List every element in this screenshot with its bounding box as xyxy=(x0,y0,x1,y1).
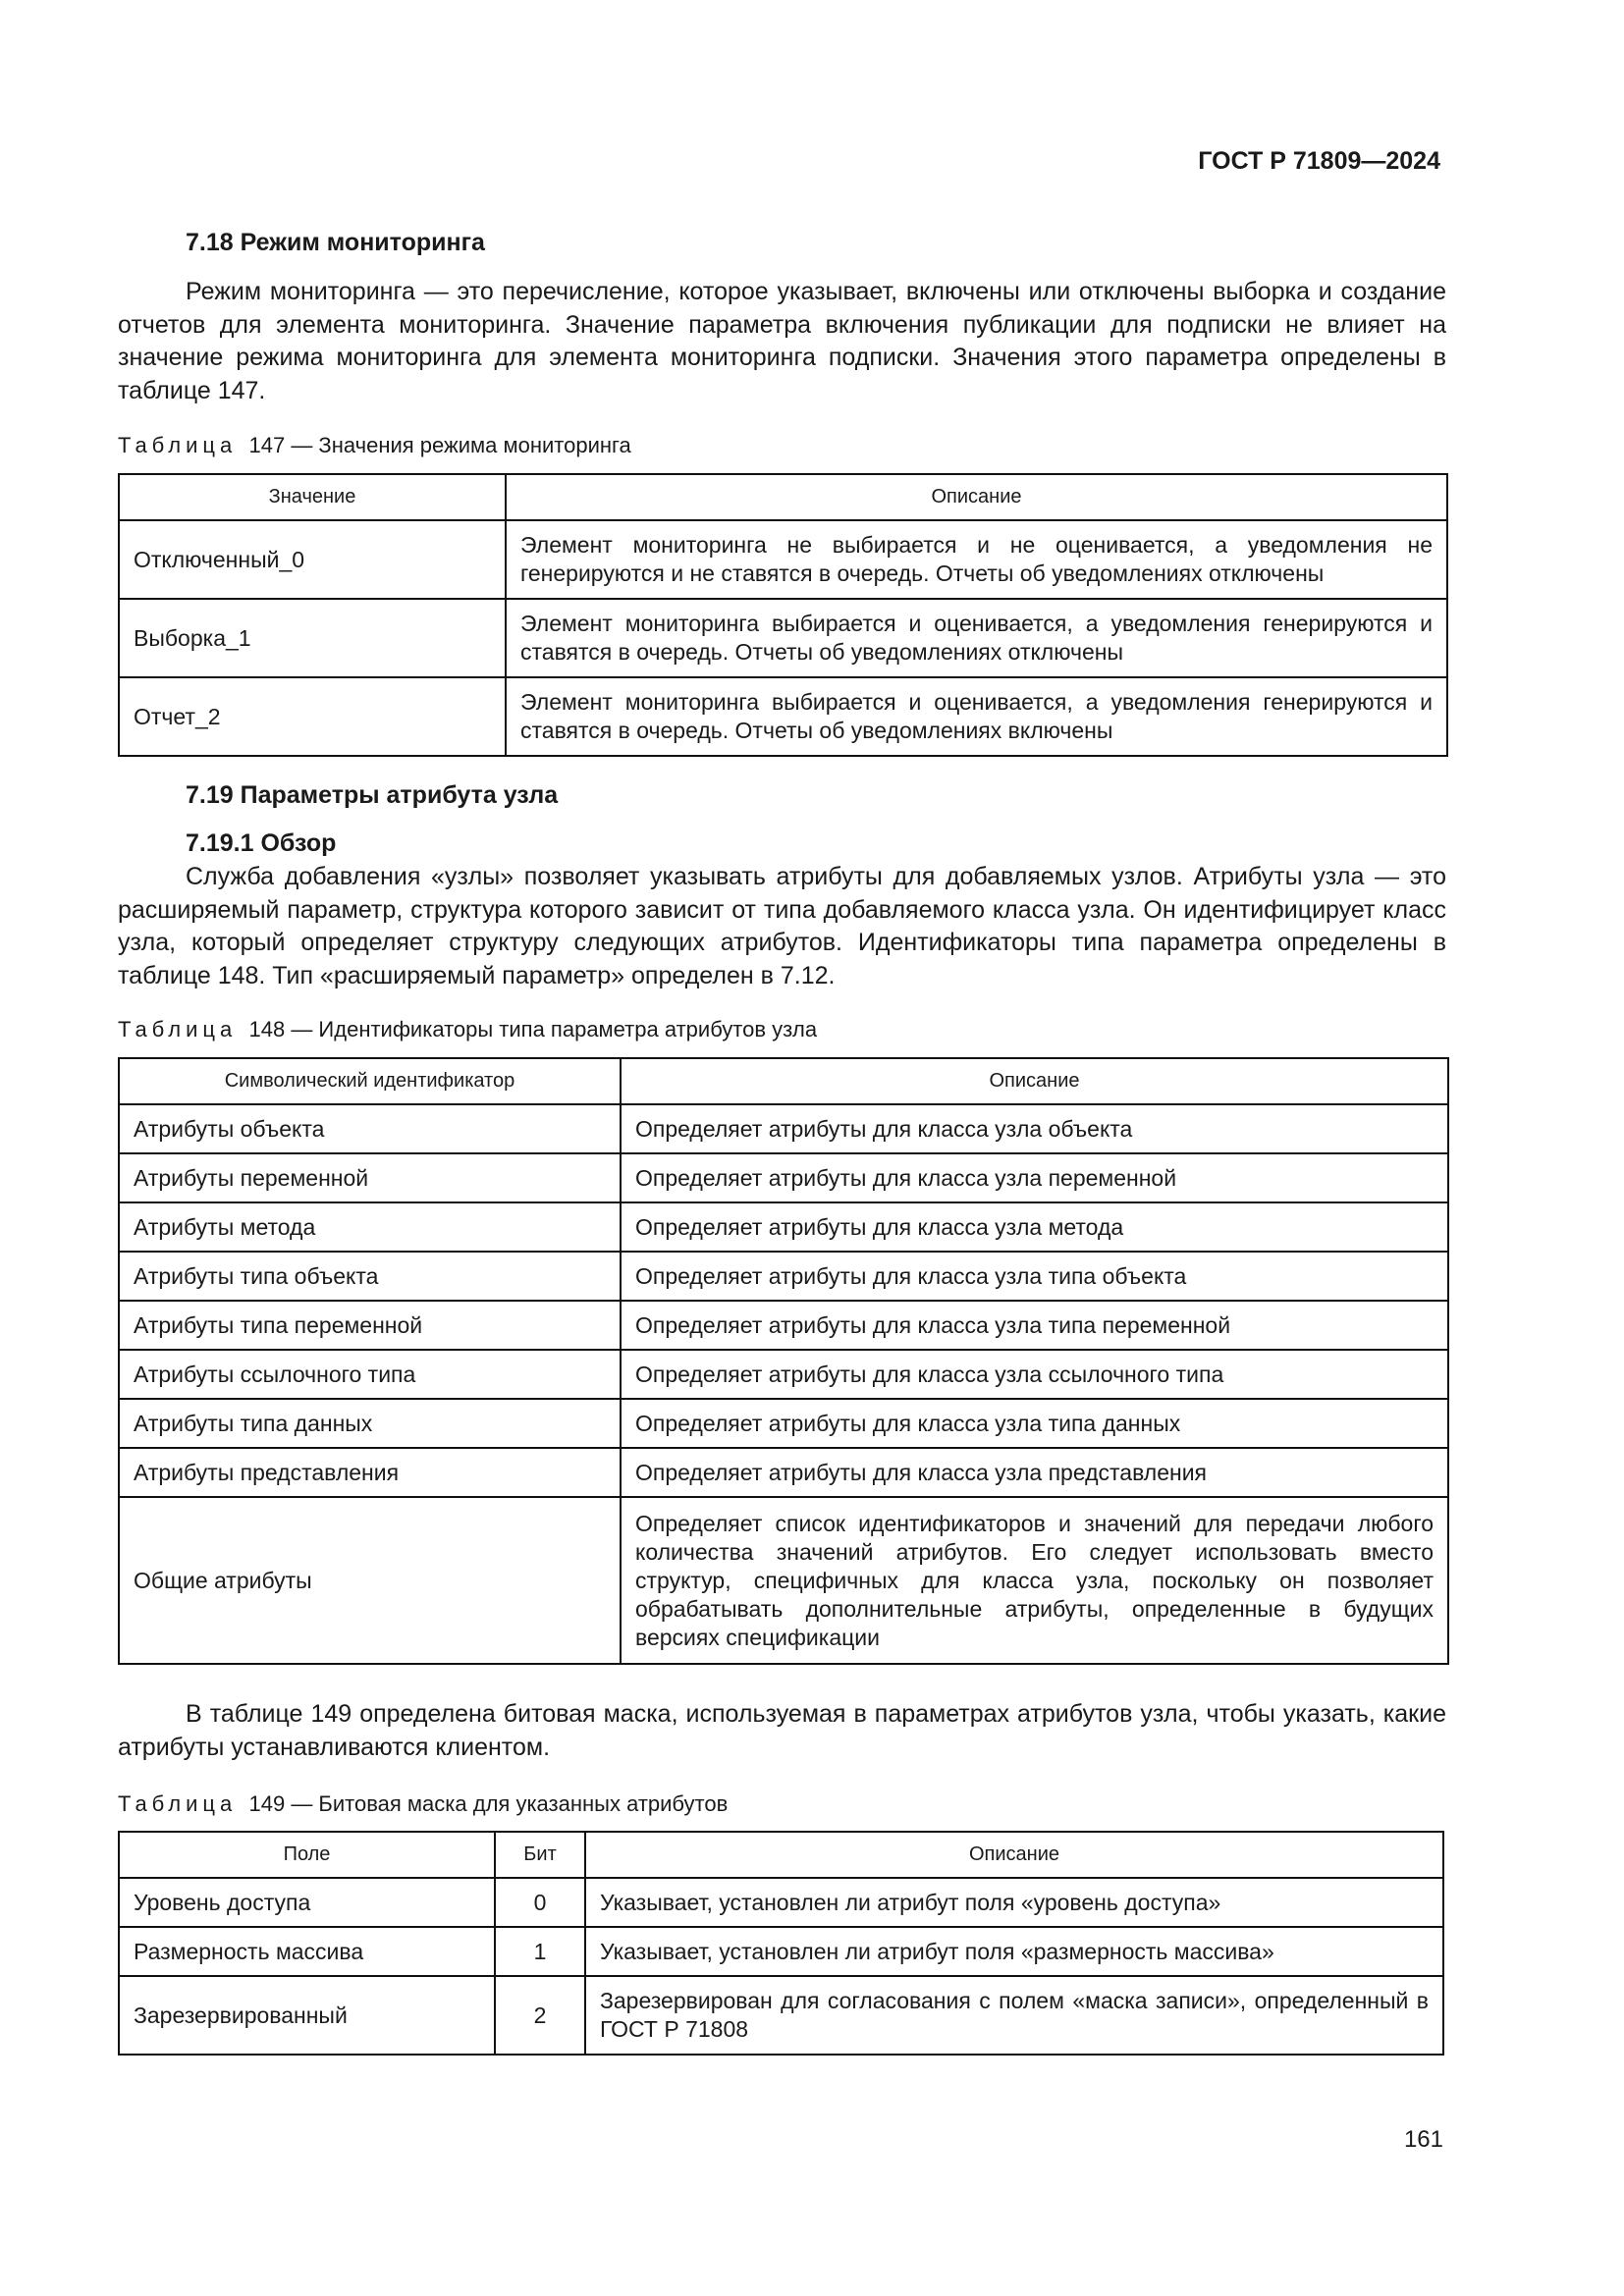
caption-word: Таблица xyxy=(118,433,238,457)
table-147 xyxy=(118,473,1448,757)
table-row xyxy=(119,1976,1443,2055)
table-row xyxy=(119,1252,1448,1301)
table-cell-id: Атрибуты метода xyxy=(119,1202,621,1252)
table-row xyxy=(119,1448,1448,1497)
table-row xyxy=(119,1927,1443,1976)
column-header: Поле xyxy=(119,1832,495,1878)
table-row xyxy=(119,1497,1448,1664)
column-header: Описание xyxy=(621,1058,1448,1104)
table-row xyxy=(119,677,1447,756)
table-149-caption xyxy=(118,1791,728,1817)
table-cell-description: Определяет атрибуты для класса узла представления xyxy=(621,1448,1448,1497)
paragraph-monitoring-mode: Режим мониторинга — это перечисление, которое указывает, включены или отключены выборка и создание отчетов для элемента мониторинга. Значение параметра включения публикации для подписки не влияет на значение режима мониторинга для элемента мониторинга подписки. Значения этого параметра определены в таблице 147. xyxy=(118,278,1446,404)
caption-text: 147 — Значения режима мониторинга xyxy=(248,433,631,457)
table-cell-field: Размерность массива xyxy=(119,1927,495,1976)
column-header: Символический идентификатор xyxy=(119,1058,621,1104)
table-149 xyxy=(118,1831,1444,2056)
table-cell-description: Определяет атрибуты для класса узла ссылочного типа xyxy=(621,1350,1448,1399)
table-row xyxy=(119,599,1447,677)
table-cell-description: Указывает, установлен ли атрибут поля «уровень доступа» xyxy=(585,1878,1443,1927)
column-header: Бит xyxy=(495,1832,585,1878)
column-header: Описание xyxy=(506,474,1447,520)
table-row xyxy=(119,1301,1448,1350)
table-cell-bit: 0 xyxy=(495,1878,585,1927)
table-header-row xyxy=(119,474,1447,520)
table-cell-description: Определяет атрибуты для класса узла переменной xyxy=(621,1153,1448,1202)
table-header-row xyxy=(119,1832,1443,1878)
table-147-caption xyxy=(118,433,631,458)
table-cell-id: Атрибуты представления xyxy=(119,1448,621,1497)
table-cell-value: Выборка_1 xyxy=(119,599,506,677)
table-148-caption xyxy=(118,1017,817,1042)
table-cell-description: Определяет атрибуты для класса узла метода xyxy=(621,1202,1448,1252)
column-header: Значение xyxy=(119,474,506,520)
table-row xyxy=(119,1399,1448,1448)
table-cell-bit: 1 xyxy=(495,1927,585,1976)
table-cell-description: Определяет атрибуты для класса узла типа объекта xyxy=(621,1252,1448,1301)
paragraph-node-attributes: Служба добавления «узлы» позволяет указывать атрибуты для добавляемых узлов. Атрибуты узла — это расширяемый параметр, структура которого зависит от типа добавляемого класса узла. Он идентифицирует класс узла, который определяет структуру следующих атрибутов. Идентификаторы типа параметра определены в таблице 148. Тип «расширяемый параметр» определен в 7.12. xyxy=(118,863,1446,989)
table-cell-id: Атрибуты объекта xyxy=(119,1104,621,1153)
table-cell-id: Атрибуты переменной xyxy=(119,1153,621,1202)
table-cell-description: Определяет атрибуты для класса узла объекта xyxy=(621,1104,1448,1153)
caption-text: 148 — Идентификаторы типа параметра атрибутов узла xyxy=(248,1017,818,1041)
table-cell-description: Зарезервирован для согласования с полем «маска записи», определенный в ГОСТ Р 71808 xyxy=(585,1976,1443,2055)
table-cell-id: Атрибуты ссылочного типа xyxy=(119,1350,621,1399)
table-cell-value: Отчет_2 xyxy=(119,677,506,756)
section-heading-7-18: 7.18 Режим мониторинга xyxy=(186,229,485,256)
table-row xyxy=(119,520,1447,599)
column-header: Описание xyxy=(585,1832,1443,1878)
table-cell-description: Определяет атрибуты для класса узла типа переменной xyxy=(621,1301,1448,1350)
table-row xyxy=(119,1350,1448,1399)
caption-word: Таблица xyxy=(118,1017,238,1041)
table-row xyxy=(119,1878,1443,1927)
table-cell-id: Общие атрибуты xyxy=(119,1497,621,1664)
table-cell-id: Атрибуты типа переменной xyxy=(119,1301,621,1350)
table-cell-description: Элемент мониторинга не выбирается и не оценивается, а уведомления не генерируются и не ставятся в очередь. Отчеты об уведомлениях отключены xyxy=(506,520,1447,599)
table-row xyxy=(119,1104,1448,1153)
table-cell-description: Элемент мониторинга выбирается и оценивается, а уведомления генерируются и ставятся в очередь. Отчеты об уведомлениях включены xyxy=(506,677,1447,756)
page-number: 161 xyxy=(1403,2126,1443,2153)
table-cell-value: Отключенный_0 xyxy=(119,520,506,599)
table-cell-description: Определяет атрибуты для класса узла типа данных xyxy=(621,1399,1448,1448)
caption-word: Таблица xyxy=(118,1791,238,1816)
section-heading-7-19: 7.19 Параметры атрибута узла xyxy=(186,781,559,809)
paragraph-bitmask: В таблице 149 определена битовая маска, используемая в параметрах атрибутов узла, чтобы указать, какие атрибуты устанавливаются клиентом. xyxy=(118,1700,1446,1761)
document-code: ГОСТ Р 71809—2024 xyxy=(1198,147,1440,175)
caption-text: 149 — Битовая маска для указанных атрибутов xyxy=(248,1791,729,1816)
table-cell-description: Указывает, установлен ли атрибут поля «размерность массива» xyxy=(585,1927,1443,1976)
table-cell-field: Зарезервированный xyxy=(119,1976,495,2055)
table-row xyxy=(119,1202,1448,1252)
table-cell-description: Определяет список идентификаторов и значений для передачи любого количества значений атрибутов. Его следует использовать вместо структур, специфичных для класса узла, поскольку он позволяет обрабатывать дополнительные атрибуты, определенные в будущих версиях спецификации xyxy=(621,1497,1448,1664)
table-cell-id: Атрибуты типа данных xyxy=(119,1399,621,1448)
table-cell-id: Атрибуты типа объекта xyxy=(119,1252,621,1301)
subsection-heading-7-19-1: 7.19.1 Обзор xyxy=(186,829,337,857)
table-row xyxy=(119,1153,1448,1202)
table-header-row xyxy=(119,1058,1448,1104)
table-cell-bit: 2 xyxy=(495,1976,585,2055)
table-148 xyxy=(118,1057,1449,1665)
table-cell-description: Элемент мониторинга выбирается и оценивается, а уведомления генерируются и ставятся в очередь. Отчеты об уведомлениях отключены xyxy=(506,599,1447,677)
table-cell-field: Уровень доступа xyxy=(119,1878,495,1927)
